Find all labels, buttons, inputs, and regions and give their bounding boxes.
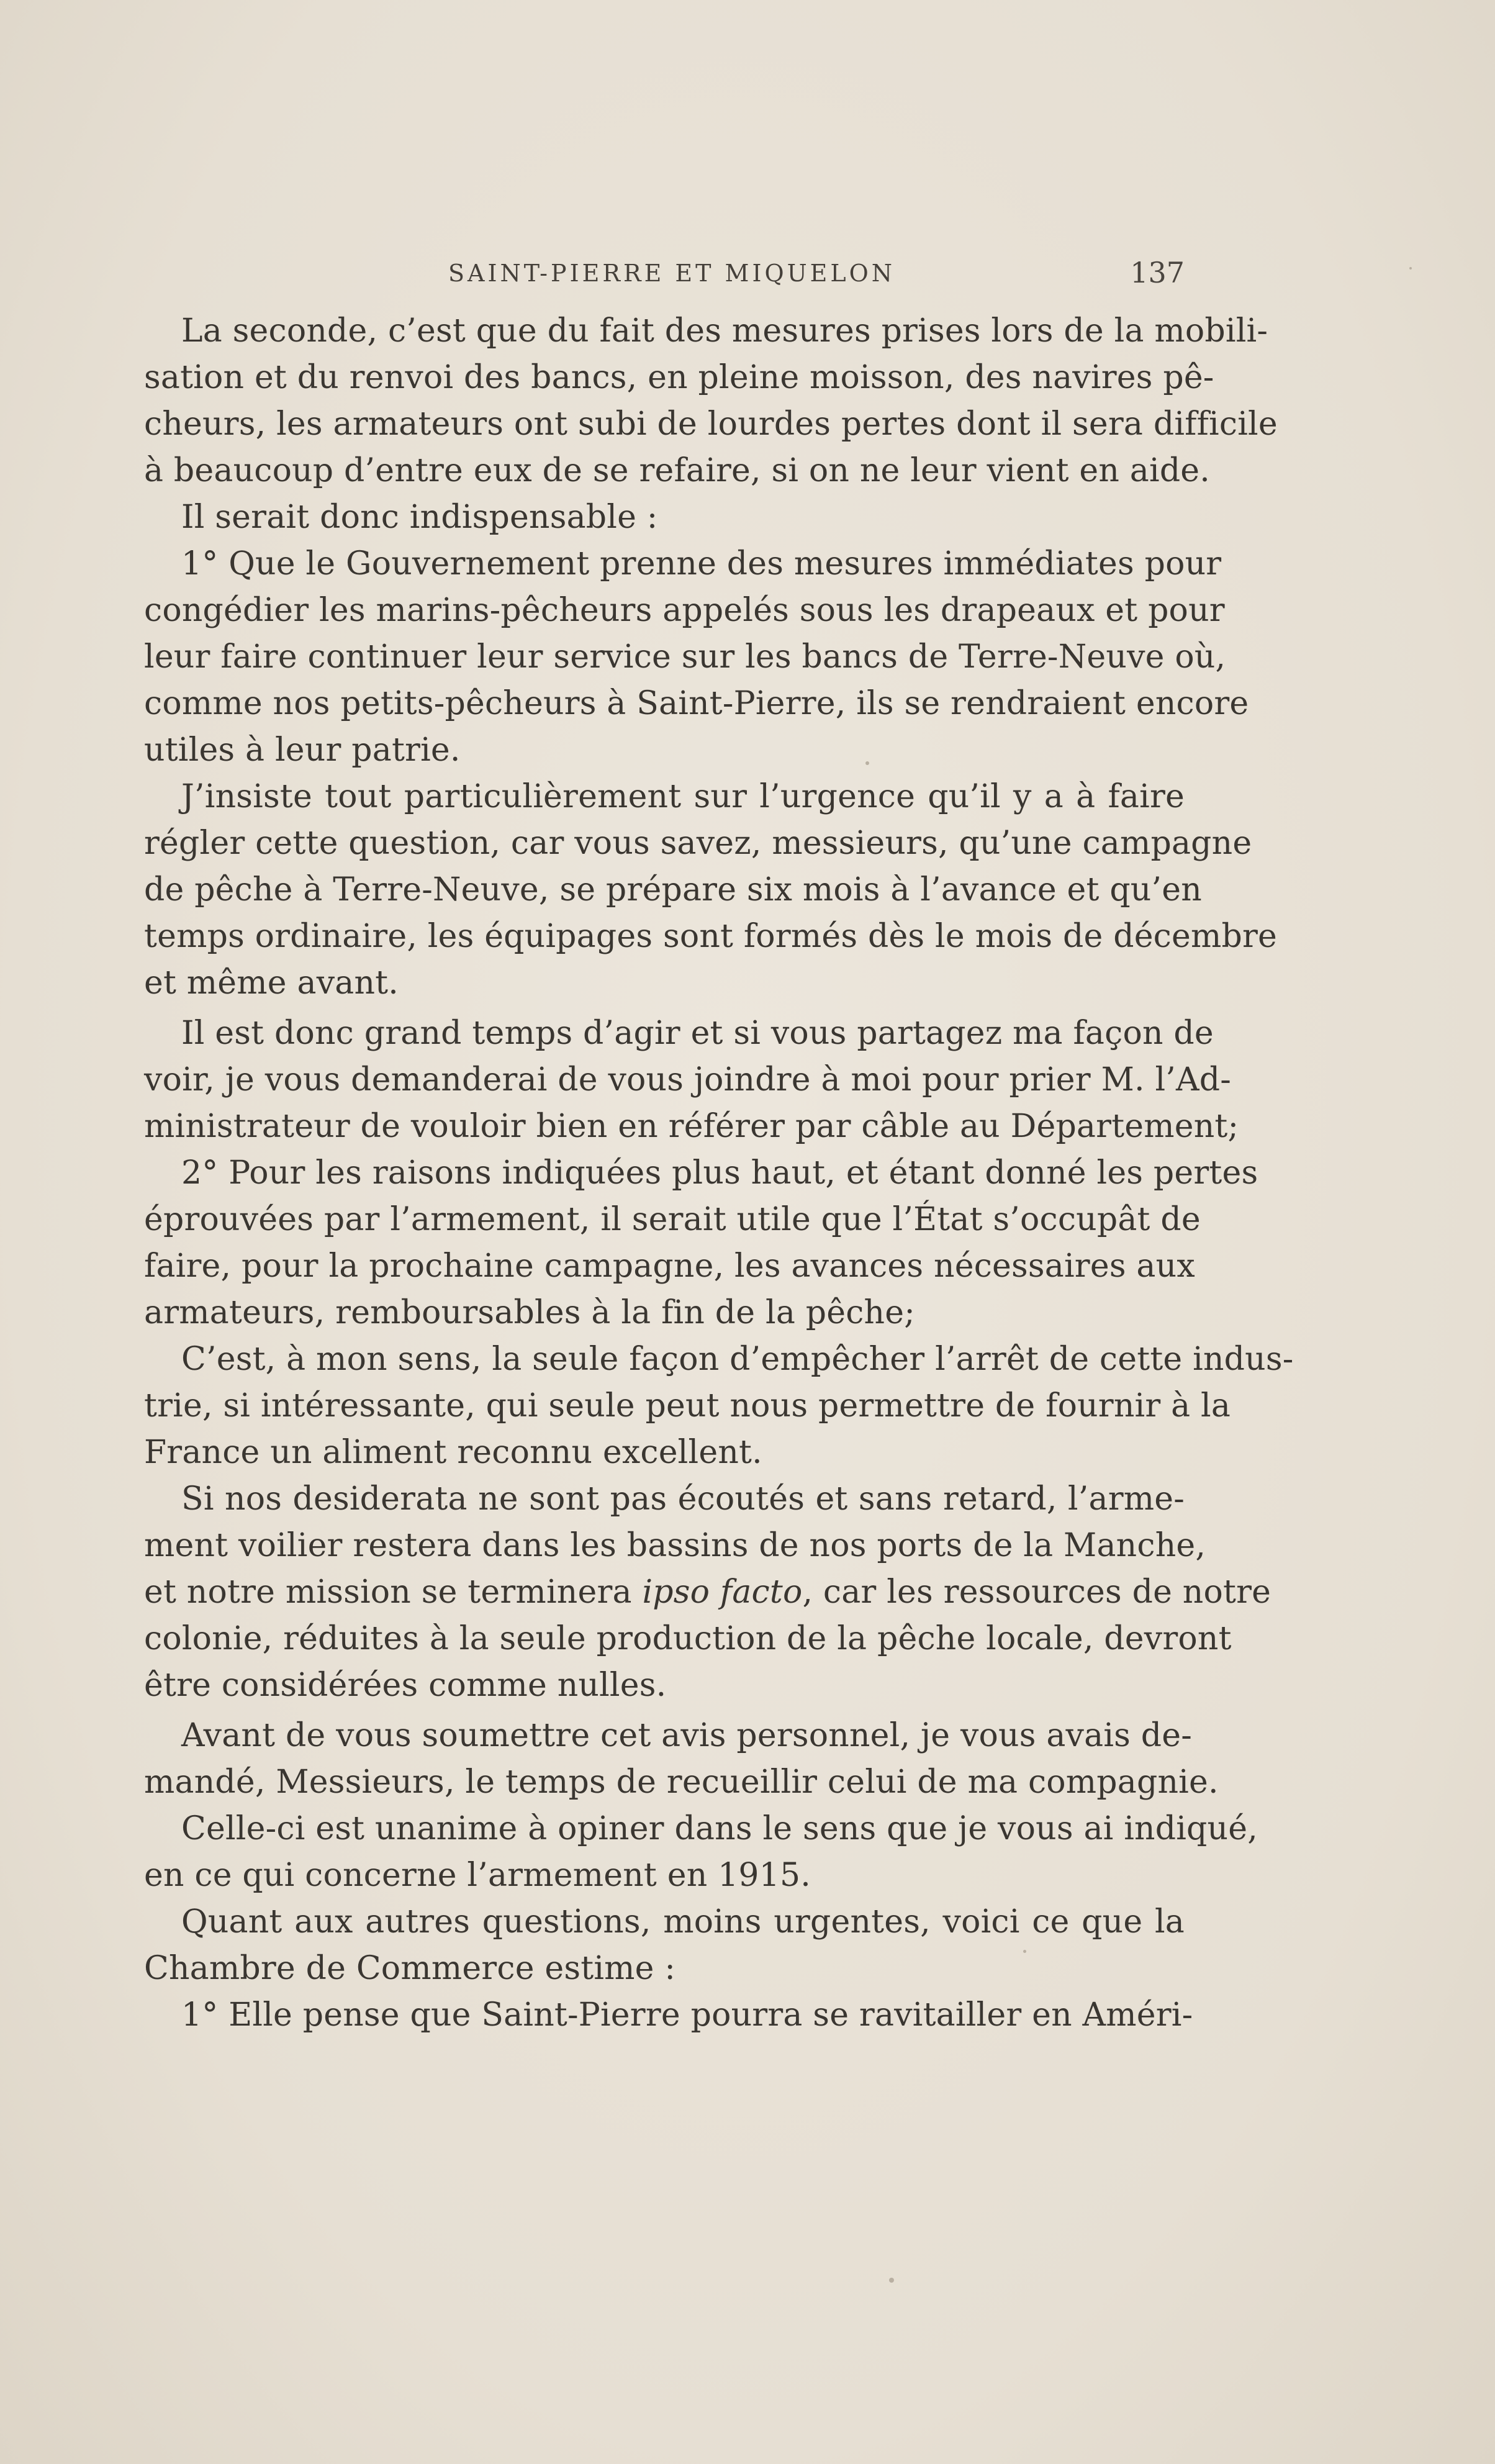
text-line: faire, pour la prochaine campagne, les avances nécessaires aux [144, 1248, 1195, 1285]
text-line: et même avant. [144, 964, 399, 1002]
text-line: utiles à leur patrie. [144, 732, 461, 769]
paper-speck [889, 2278, 894, 2283]
text-line: être considérées comme nulles. [144, 1667, 667, 1704]
text-line: Celle-ci est unanime à opiner dans le sens que je vous ai indiqué, [181, 1810, 1258, 1847]
text-segment: , car les ressources de notre [802, 1574, 1271, 1611]
text-line: J’insiste tout particulièrement sur l’urgence qu’il y a à faire [181, 778, 1185, 815]
body-text [144, 308, 1294, 2039]
text-segment: et notre mission se terminera [144, 1574, 632, 1611]
page-number: 137 [1130, 256, 1185, 289]
text-line: ministrateur de vouloir bien en référer par câble au Département; [144, 1108, 1239, 1145]
text-line: régler cette question, car vous savez, messieurs, qu’une campagne [144, 825, 1252, 862]
text-line: Si nos desiderata ne sont pas écoutés et sans retard, l’arme- [181, 1480, 1185, 1518]
text-line: C’est, à mon sens, la seule façon d’empêcher l’arrêt de cette indus- [181, 1341, 1294, 1378]
italic-phrase: ipso facto [642, 1574, 803, 1611]
text-line: éprouvées par l’armement, il serait utile que l’État s’occupât de [144, 1201, 1201, 1238]
text-line: sation et du renvoi des bancs, en pleine moisson, des navires pê- [144, 359, 1214, 396]
text-line: en ce qui concerne l’armement en 1915. [144, 1857, 811, 1894]
text-line: 2° Pour les raisons indiquées plus haut, et étant donné les pertes [181, 1154, 1258, 1192]
text-line: Quant aux autres questions, moins urgentes, voici ce que la [181, 1903, 1185, 1941]
text-line: voir, je vous demanderai de vous joindre à moi pour prier M. l’Ad- [144, 1061, 1232, 1098]
text-line: France un aliment reconnu excellent. [144, 1434, 762, 1471]
text-line: La seconde, c’est que du fait des mesures prises lors de la mobili- [181, 312, 1268, 350]
page-header [144, 256, 1185, 293]
text-line: trie, si intéressante, qui seule peut nous permettre de fournir à la [144, 1387, 1231, 1424]
text-line: 1° Elle pense que Saint-Pierre pourra se ravitailler en Améri- [181, 1996, 1193, 2034]
text-line: temps ordinaire, les équipages sont formés dès le mois de décembre [144, 918, 1277, 955]
text-line: mandé, Messieurs, le temps de recueillir celui de ma compagnie. [144, 1764, 1219, 1801]
text-line: armateurs, remboursables à la fin de la pêche; [144, 1294, 915, 1331]
text-line: de pêche à Terre-Neuve, se prépare six mois à l’avance et qu’en [144, 871, 1202, 908]
text-line: 1° Que le Gouvernement prenne des mesures immédiates pour [181, 545, 1222, 582]
text-line: Avant de vous soumettre cet avis personnel, je vous avais de- [181, 1717, 1193, 1754]
paper-speck [1409, 267, 1412, 270]
paper-speck [865, 761, 869, 765]
text-line: Il serait donc indispensable : [181, 499, 658, 536]
text-line: ment voilier restera dans les bassins de nos ports de la Manche, [144, 1527, 1206, 1564]
text-line [144, 1569, 1271, 1616]
running-head: SAINT-PIERRE ET MIQUELON [448, 260, 896, 287]
text-line: à beaucoup d’entre eux de se refaire, si on ne leur vient en aide. [144, 452, 1211, 489]
text-line: congédier les marins-pêcheurs appelés sous les drapeaux et pour [144, 592, 1225, 629]
text-line: leur faire continuer leur service sur les bancs de Terre-Neuve où, [144, 638, 1226, 676]
text-line: colonie, réduites à la seule production de la pêche locale, devront [144, 1620, 1232, 1657]
text-line: cheurs, les armateurs ont subi de lourdes pertes dont il sera difficile [144, 405, 1278, 443]
text-line: comme nos petits-pêcheurs à Saint-Pierre, ils se rendraient encore [144, 685, 1249, 722]
text-line: Chambre de Commerce estime : [144, 1950, 676, 1987]
text-line: Il est donc grand temps d’agir et si vous partagez ma façon de [181, 1015, 1214, 1052]
paper-speck [1023, 1950, 1026, 1953]
